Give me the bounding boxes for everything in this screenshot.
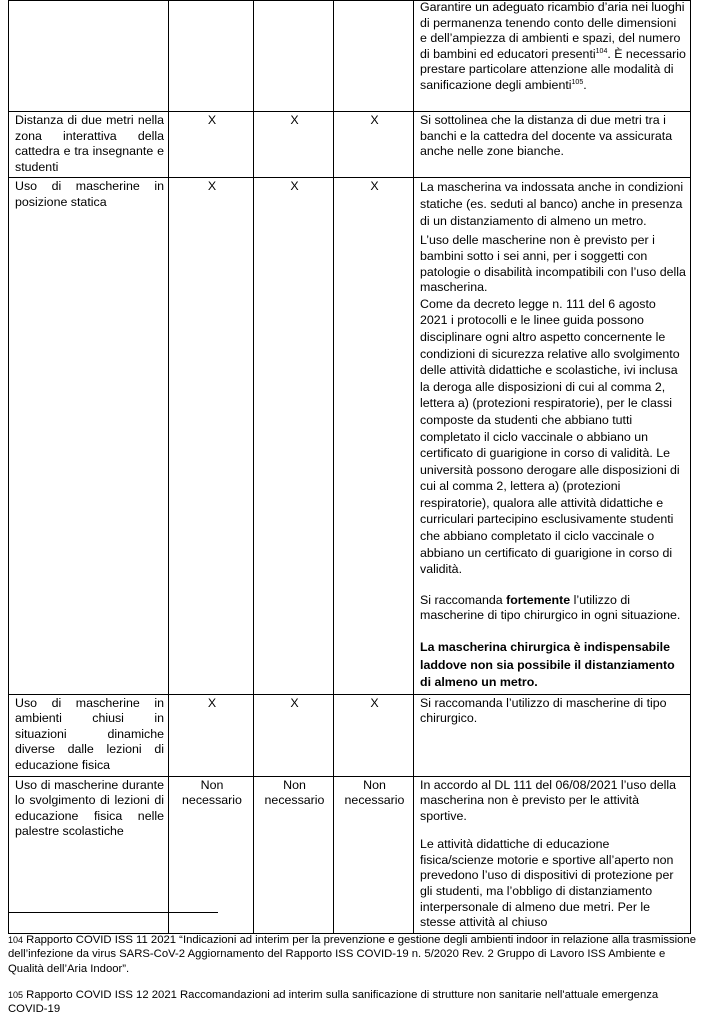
note-cell	[414, 112, 691, 178]
note-paragraph: Si raccomanda l’utilizzo di mascherine di tipo chirurgico.	[420, 695, 667, 726]
measures-table	[8, 0, 691, 934]
table-row	[9, 694, 691, 776]
note-paragraph: Si sottolinea che la distanza di due metri tra i banchi e la cattedra del docente va assicurata anche nelle zone bianche.	[420, 113, 673, 159]
mark-cell: X	[169, 112, 254, 178]
emphasis: fortemente	[506, 592, 571, 607]
row-label-cell	[9, 1, 169, 112]
mark-cell: X	[334, 112, 414, 178]
footnote-number: 104	[8, 935, 24, 945]
mark-cell: Non necessario	[254, 776, 334, 933]
footnote-text: Rapporto COVID ISS 11 2021 “Indicazioni ad interim per la prevenzione e gestione degli ambienti indoor in relazione alla trasmissione dell’infezione da virus SARS-CoV-2 Aggiornamento del Rapporto ISS COVID-19 n. 5/2020 Rev. 2 Gruppo di Lavoro ISS Ambiente e Qualità dell’Aria Indoor”.	[8, 934, 696, 975]
footnote	[8, 988, 698, 1017]
footnote	[8, 933, 698, 976]
table-row	[9, 1, 691, 112]
note-paragraph: Le attività didattiche di educazione fisica/scienze motorie e sportive all’aperto non prevedono l’uso di dispositivi di protezione per gli studenti, ma l’obbligo di distanziamento interpersonale di almeno due metri. Per le stesse attività al chiuso	[420, 837, 674, 930]
note-paragraph: La mascherina va indossata anche in condizioni statiche (es. seduti al banco) anche in presenza di un distanziamento di almeno un metro.	[420, 180, 684, 229]
mark-cell: X	[254, 178, 334, 694]
mark-cell: X	[334, 694, 414, 776]
mark-cell: X	[169, 694, 254, 776]
mark-cell	[334, 1, 414, 112]
mark-cell: X	[254, 694, 334, 776]
mark-cell: X	[334, 178, 414, 694]
table-row	[9, 112, 691, 178]
footnote-text: Rapporto COVID ISS 12 2021 Raccomandazioni ad interim sulla sanificazione di strutture non sanitarie nell'attuale emergenza COVID-19	[8, 989, 659, 1016]
footnote-number: 105	[8, 990, 24, 1000]
mark-cell	[254, 1, 334, 112]
row-label: Uso di mascherine durante lo svolgimento di lezioni di educazione fisica nelle palestre scolastiche	[9, 776, 169, 933]
note-cell	[414, 776, 691, 933]
note-paragraph: Si raccomanda fortemente l’utilizzo di mascherine di tipo chirurgico in ogni situazione.	[420, 592, 681, 623]
mark-cell: Non necessario	[334, 776, 414, 933]
note-paragraph: In accordo al DL 111 del 06/08/2021 l’uso della mascherina non è previsto per le attività sportive.	[420, 777, 677, 823]
note-cell	[414, 694, 691, 776]
row-label: Uso di mascherine in posizione statica	[9, 178, 169, 694]
note-paragraph: Come da decreto legge n. 111 del 6 agosto 2021 i protocolli e le linee guida possono disciplinare ogni altro aspetto concernente le condizioni di sicurezza relative allo svolgimento delle attività didattiche e scolastiche, ivi inclusa la deroga alle disposizioni di cui al comma 2, lettera a) (protezioni respiratorie), per le classi composte da studenti che abbiano tutti completato il ciclo vaccinale o abbiano un certificato di guarigione in corso di validità. Le università possono derogare alle disposizioni di cui al comma 2, lettera a) (protezioni respiratorie), qualora alle attività didattiche e curriculari partecipino esclusivamente studenti che abbiano completato il ciclo vaccinale o abbiano un certificato di guarigione in corso di validità.	[420, 296, 680, 577]
note-paragraph: Garantire un adeguato ricambio d’aria nei luoghi di permanenza tenendo conto delle dimensioni e dell’ampiezza di ambienti e spazi, del numero di bambini ed educatori presenti$^{104}$. È necessario prestare particolare attenzione alle modalità di sanificazione degli ambienti$^{105}$.	[420, 0, 686, 92]
footnote-ref[interactable]: 105	[571, 78, 584, 86]
note-cell	[414, 178, 691, 694]
note-cell	[414, 1, 691, 112]
note-paragraph: L’uso delle mascherine non è previsto per i bambini sotto i sei anni, per i soggetti con patologie o disabilità incompatibili con l’uso della mascherina.	[420, 233, 686, 295]
footnote-ref[interactable]: 104	[595, 47, 608, 55]
table-row	[9, 776, 691, 933]
footnote-separator	[8, 912, 218, 913]
mark-cell	[169, 1, 254, 112]
mark-cell: Non necessario	[169, 776, 254, 933]
note-paragraph-bold: La mascherina chirurgica è indispensabile laddove non sia possibile il distanziamento di almeno un metro.	[420, 640, 675, 690]
mark-cell: X	[169, 178, 254, 694]
mark-cell: X	[254, 112, 334, 178]
row-label: Distanza di due metri nella zona interattiva della cattedra e tra insegnante e studenti	[9, 112, 169, 178]
table-row	[9, 178, 691, 694]
row-label: Uso di mascherine in ambienti chiusi in situazioni dinamiche diverse dalle lezioni di educazione fisica	[9, 694, 169, 776]
